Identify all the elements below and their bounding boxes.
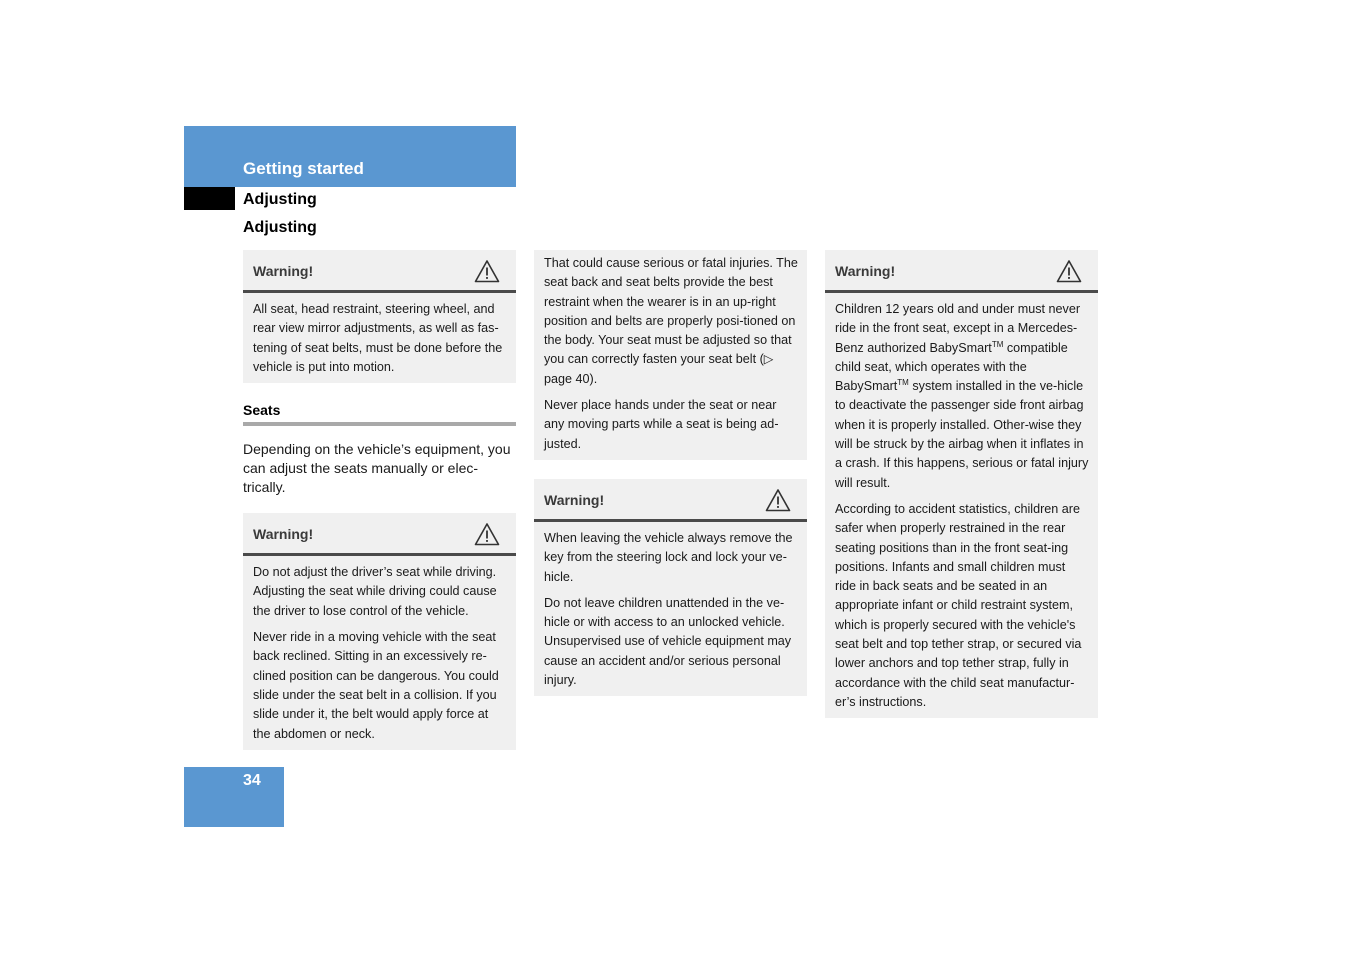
right-column [825, 250, 1098, 718]
warning-label: Warning! [835, 263, 896, 279]
section-title: Adjusting [243, 191, 317, 208]
warning-box [243, 250, 516, 383]
warning-text: Never ride in a moving vehicle with the seat back reclined. Sitting in an excessively re-clined position can be dangerous. You could slide under the seat belt in a collision. If you slide under it, the belt would apply force at the abdomen or neck. [253, 630, 499, 741]
warning-triangle-icon [474, 522, 500, 546]
seats-heading: Seats [243, 402, 516, 426]
warning-box [534, 479, 807, 696]
warning-text [835, 300, 1089, 493]
warning-text-part: system installed in the ve-hicle to deactivate the passenger side front airbag when it is properly installed. Other-wise they will be struck by the airbag when it inflates in a crash. If this happens, serious or fatal injury will result. [835, 379, 1089, 490]
chapter-header [184, 126, 516, 187]
seats-text: Depending on the vehicle’s equipment, you can adjust the seats manually or elec-trically. [243, 441, 511, 496]
warning-header [534, 479, 807, 522]
warning-text: Do not leave children unattended in the ve-hicle or with access to an unlocked vehicle. Unsupervised use of vehicle equipment may cause an accident and/or serious personal injury. [544, 595, 792, 688]
warning-header [243, 250, 516, 293]
chapter-title: Getting started [243, 159, 364, 178]
warning-text: Do not adjust the driver’s seat while driving. Adjusting the seat while driving could cause the driver to lose control of the vehicle. [253, 565, 497, 618]
warning-text: According to accident statistics, children are safer when properly restrained in the rear seating positions than in the front seat-ing positions. Infants and small children must ride in back seats and be seated in an appropriate infant or child restraint system, which is properly secured with the vehicle's seat belt and top tether strap, or secured via lower anchors and top tether strap, fully in accordance with the child seat manufactur-er’s instructions. [835, 501, 1082, 709]
warning-label: Warning! [544, 491, 605, 508]
warning-header [243, 513, 516, 556]
warning-box [825, 250, 1098, 718]
left-column [243, 250, 516, 750]
middle-column [534, 250, 807, 696]
subsection-title: Adjusting [243, 219, 317, 236]
warning-triangle-icon [474, 259, 500, 283]
section-marker [184, 187, 235, 210]
warning-text: When leaving the vehicle always remove the key from the steering lock and lock your ve-hicle. [544, 530, 793, 584]
page-number-box [184, 767, 284, 827]
warning-text: Never place hands under the seat or near any moving parts while a seat is being ad-justed. [544, 398, 779, 451]
warning-text-part: compatible child seat, which operates with the BabySmart [835, 340, 1068, 394]
page-number: 34 [243, 772, 261, 789]
warning-text-part: Children 12 years old and under must never ride in the front seat, except in a Mercedes-Benz authorized BabySmart [835, 302, 1081, 355]
warning-triangle-icon [765, 488, 791, 512]
trademark-mark: TM [897, 378, 909, 387]
warning-triangle-icon [1056, 259, 1082, 283]
warning-box [243, 513, 516, 750]
warning-continuation-box [534, 250, 807, 460]
warning-label: Warning! [253, 526, 314, 543]
warning-header [825, 250, 1098, 293]
warning-text: That could cause serious or fatal injuries. The seat back and seat belts provide the best restraint when the wearer is in an up-right position and belts are properly posi-tioned on the body. Your seat must be adjusted so that you can correctly fasten your seat belt (▷ page 40). [544, 256, 798, 386]
warning-label: Warning! [253, 263, 314, 279]
trademark-mark: TM [991, 339, 1004, 349]
warning-text: All seat, head restraint, steering wheel, and rear view mirror adjustments, as well as fas-tening of seat belts, must be done before the vehicle is put into motion. [253, 302, 503, 374]
